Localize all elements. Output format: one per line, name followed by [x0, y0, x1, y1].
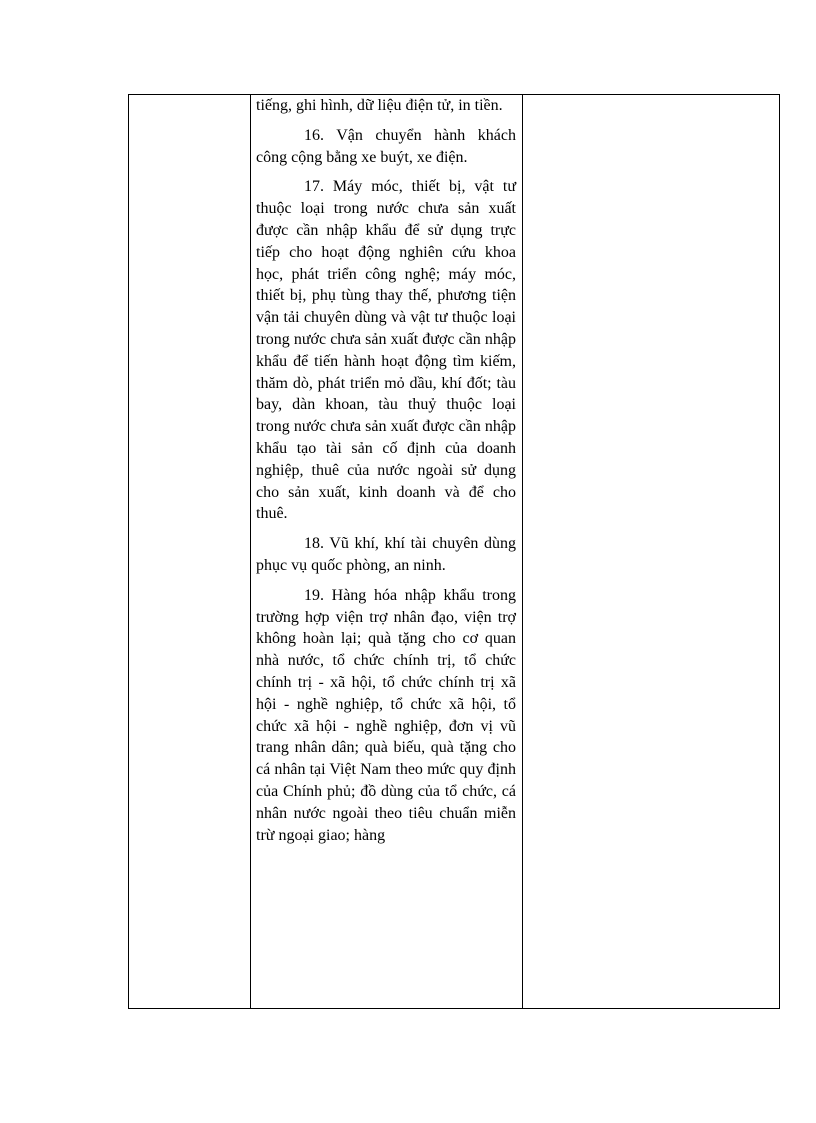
- table-column-right: [523, 95, 779, 1008]
- paragraph-item-18: 18. Vũ khí, khí tài chuyên dùng phục vụ quốc phòng, an ninh.: [256, 535, 516, 574]
- paragraph-item-16: 16. Vận chuyển hành khách công cộng bằng xe buýt, xe điện.: [256, 126, 516, 166]
- table-column-left: [129, 95, 251, 1008]
- paragraph-item-17: 17. Máy móc, thiết bị, vật tư thuộc loại trong nước chưa sản xuất được cần nhập khẩu để sử dụng trực tiếp cho hoạt động nghiên cứu khoa học, phát triển công nghệ; máy móc, thiết bị, phụ tùng thay thế, phương tiện vận tải chuyên dùng và vật tư thuộc loại trong nước chưa sản xuất được cần nhập khẩu để tiến hành hoạt động tìm kiếm, thăm dò, phát triển mỏ dầu, khí đốt; tàu bay, dàn khoan, tàu thuỷ thuộc loại trong nước chưa sản xuất được cần nhập khẩu tạo tài sản cố định của doanh nghiệp, thuê của nước ngoài sử dụng cho sản xuất, kinh doanh và để cho thuê.: [256, 178, 516, 523]
- paragraph-item-19: 19. Hàng hóa nhập khẩu trong trường hợp viện trợ nhân đạo, viện trợ không hoàn lại; quà tặng cho cơ quan nhà nước, tổ chức chính trị, tổ chức chính trị - xã hội, tổ chức chính trị xã hội - nghề nghiệp, tổ chức xã hội, tổ chức xã hội - nghề nghiệp, đơn vị vũ trang nhân dân; quà biếu, quà tặng cho cá nhân tại Việt Nam theo mức quy định của Chính phủ; đồ dùng của tổ chức, cá nhân nước ngoài theo tiêu chuẩn miễn trừ ngoại giao; hàng: [256, 586, 516, 844]
- table-column-content: [251, 95, 523, 1008]
- document-table: [128, 94, 780, 1009]
- paragraph-continuation: tiếng, ghi hình, dữ liệu điện tử, in tiền.: [256, 97, 503, 114]
